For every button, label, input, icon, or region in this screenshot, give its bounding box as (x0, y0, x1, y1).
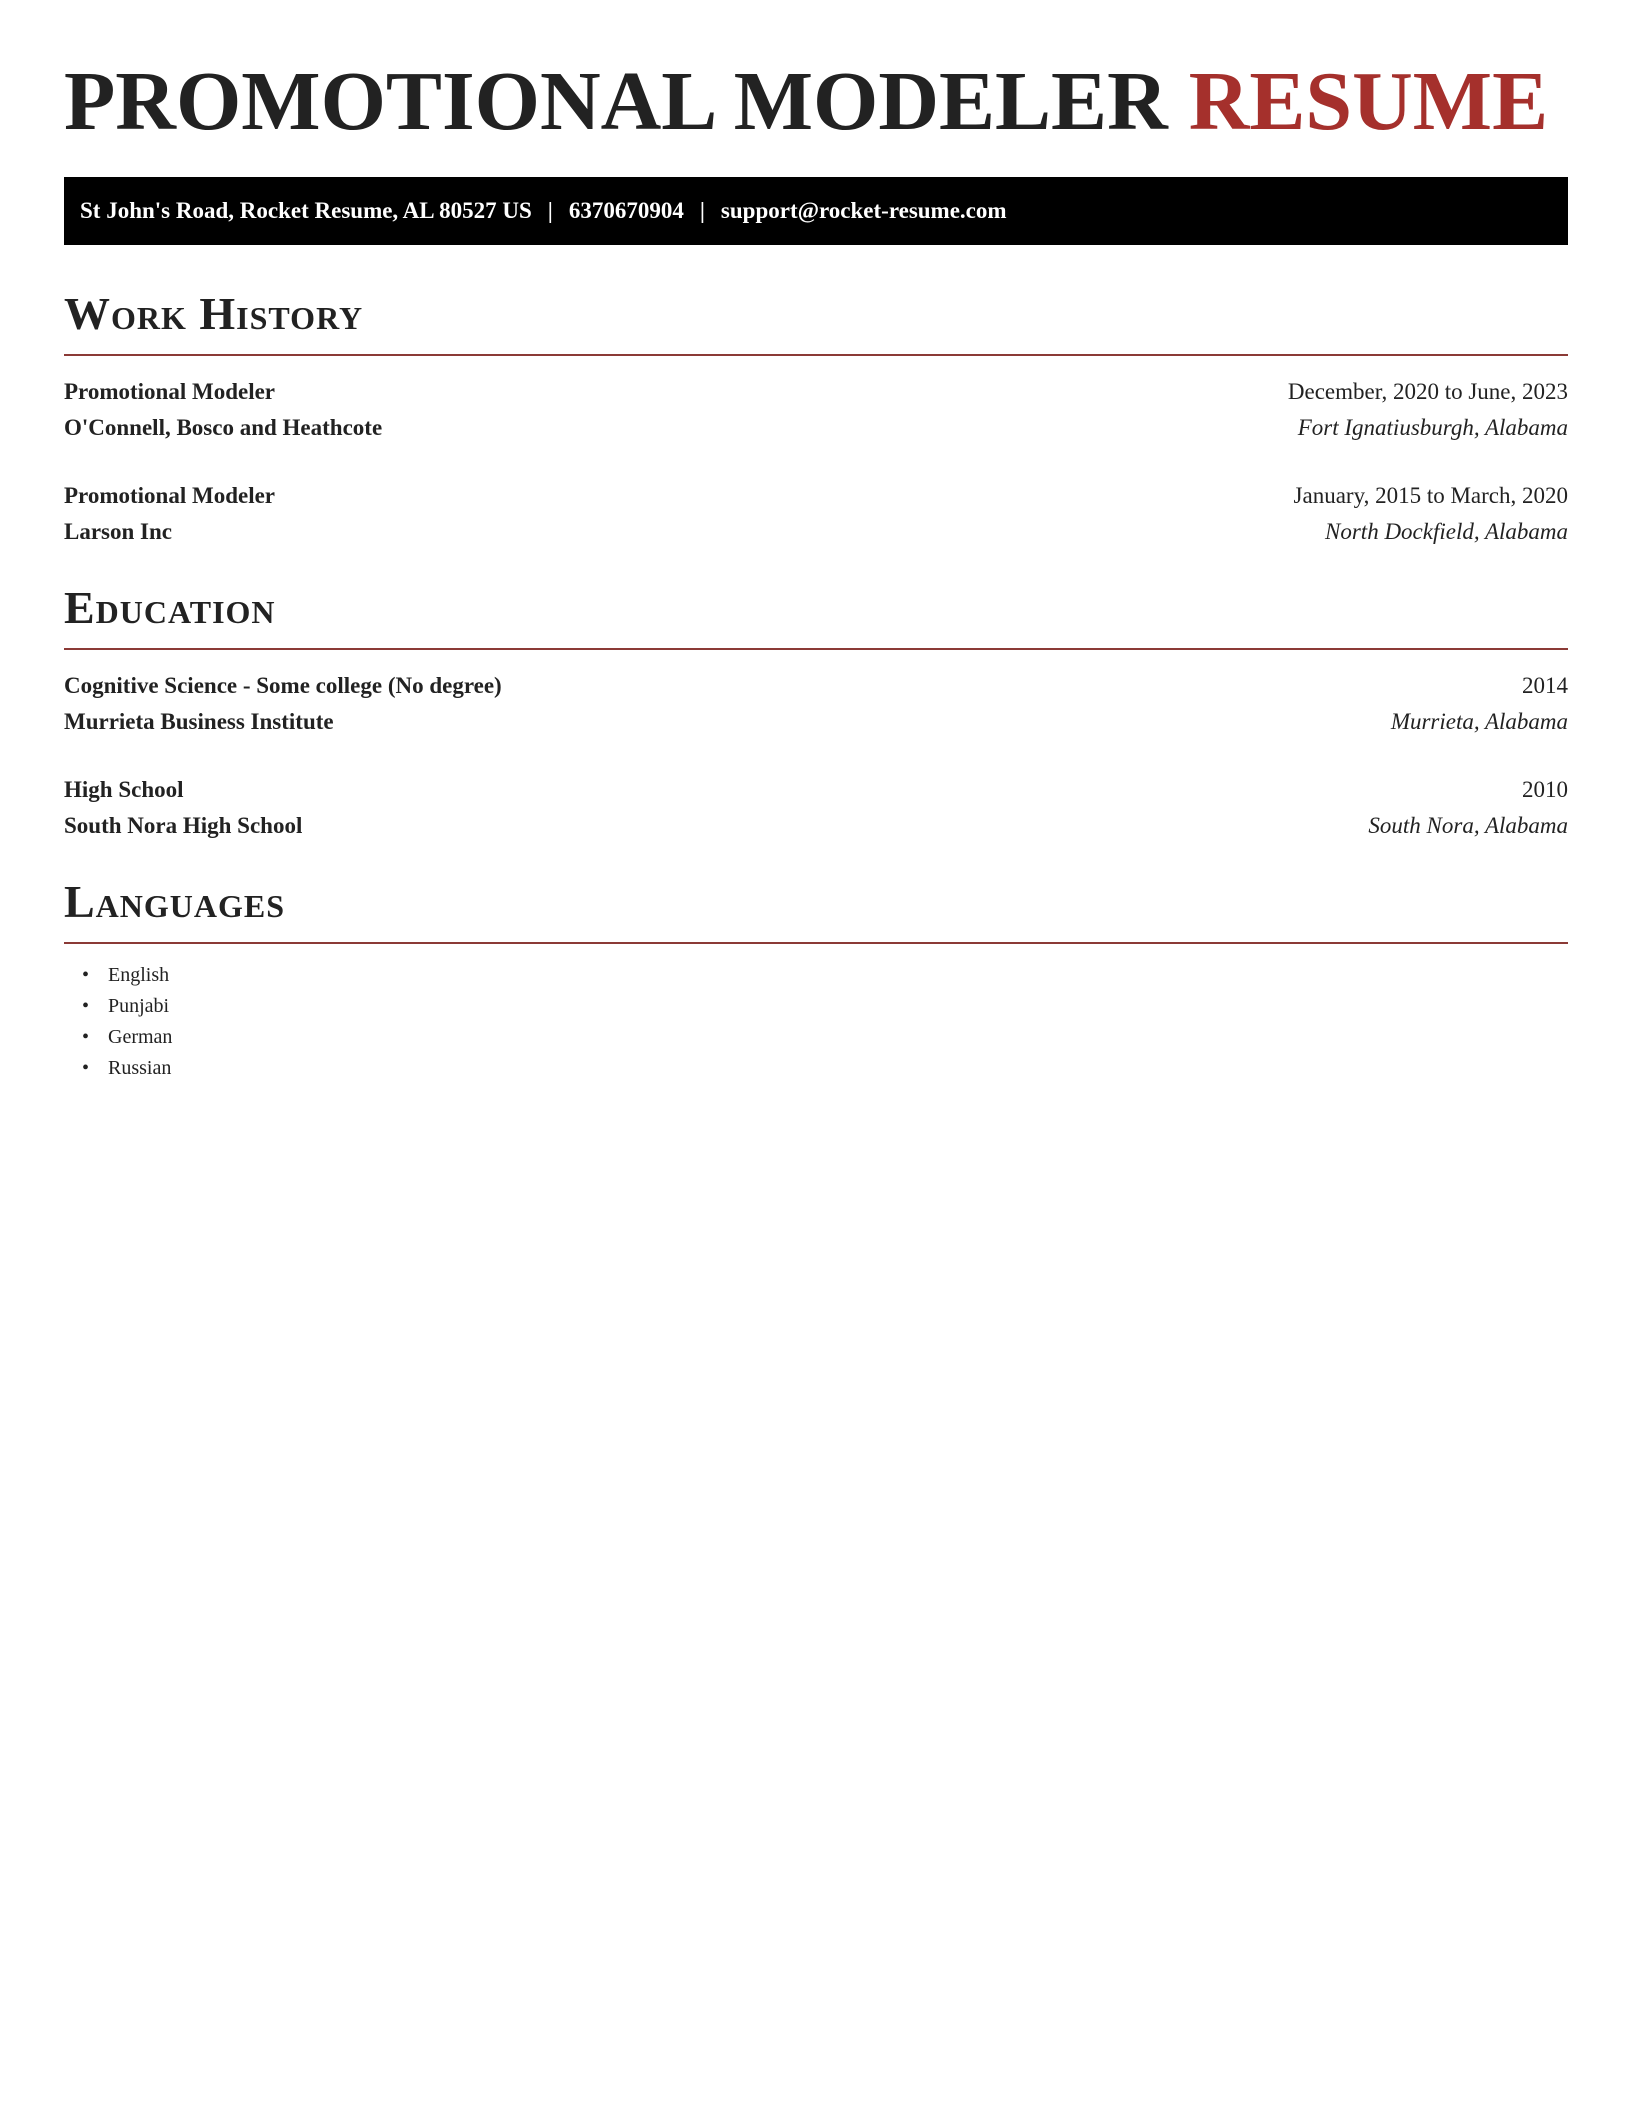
language-item (82, 960, 1568, 991)
company-name: O'Connell, Bosco and Heathcote (64, 415, 383, 440)
section-heading-work-history: Work History (64, 286, 1568, 356)
education-entry-row (64, 704, 1568, 740)
degree: High School (64, 777, 184, 802)
language-item (82, 991, 1568, 1022)
company-name: Larson Inc (64, 519, 172, 544)
work-entry (64, 374, 1568, 446)
job-location: North Dockfield, Alabama (1325, 519, 1568, 544)
graduation-year: 2014 (1522, 673, 1568, 698)
languages-list (64, 960, 1568, 1084)
resume-title (64, 0, 1568, 152)
education-entry-row (64, 808, 1568, 844)
section-heading-languages: Languages (64, 874, 1568, 944)
language-item (82, 1022, 1568, 1053)
work-entry-row (64, 374, 1568, 410)
contact-email: support@rocket-resume.com (720, 198, 1007, 223)
bullet-icon: • (82, 995, 90, 1017)
contact-phone: 6370670904 (568, 198, 684, 223)
education-entry (64, 668, 1568, 740)
school-name: Murrieta Business Institute (64, 709, 334, 734)
education-entry (64, 772, 1568, 844)
title-main: PROMOTIONAL MODELER (64, 55, 1168, 148)
job-dates: December, 2020 to June, 2023 (1287, 379, 1568, 404)
contact-separator: | (699, 198, 705, 223)
education-section (64, 580, 1568, 844)
contact-bar (64, 177, 1568, 245)
work-entry (64, 478, 1568, 550)
graduation-year: 2010 (1522, 777, 1568, 802)
language-name: Russian (108, 1057, 172, 1079)
contact-address: St John's Road, Rocket Resume, AL 80527 US (80, 198, 532, 223)
job-dates: January, 2015 to March, 2020 (1293, 483, 1568, 508)
job-title: Promotional Modeler (64, 379, 275, 404)
contact-separator: | (547, 198, 553, 223)
work-entry-row (64, 514, 1568, 550)
bullet-icon: • (82, 1057, 90, 1079)
school-location: South Nora, Alabama (1368, 813, 1568, 838)
education-entry-row (64, 772, 1568, 808)
job-title: Promotional Modeler (64, 483, 275, 508)
section-heading-education: Education (64, 580, 1568, 650)
work-entry-row (64, 478, 1568, 514)
language-name: Punjabi (108, 995, 170, 1017)
work-history-section (64, 286, 1568, 550)
language-name: English (108, 964, 170, 986)
education-entry-row (64, 668, 1568, 704)
title-accent: RESUME (1188, 55, 1549, 148)
bullet-icon: • (82, 964, 90, 986)
work-entry-row (64, 410, 1568, 446)
bullet-icon: • (82, 1026, 90, 1048)
language-name: German (108, 1026, 173, 1048)
degree: Cognitive Science - Some college (No degree) (64, 673, 502, 698)
language-item (82, 1053, 1568, 1084)
languages-section (64, 874, 1568, 1084)
school-location: Murrieta, Alabama (1390, 709, 1568, 734)
school-name: South Nora High School (64, 813, 303, 838)
job-location: Fort Ignatiusburgh, Alabama (1297, 415, 1568, 440)
